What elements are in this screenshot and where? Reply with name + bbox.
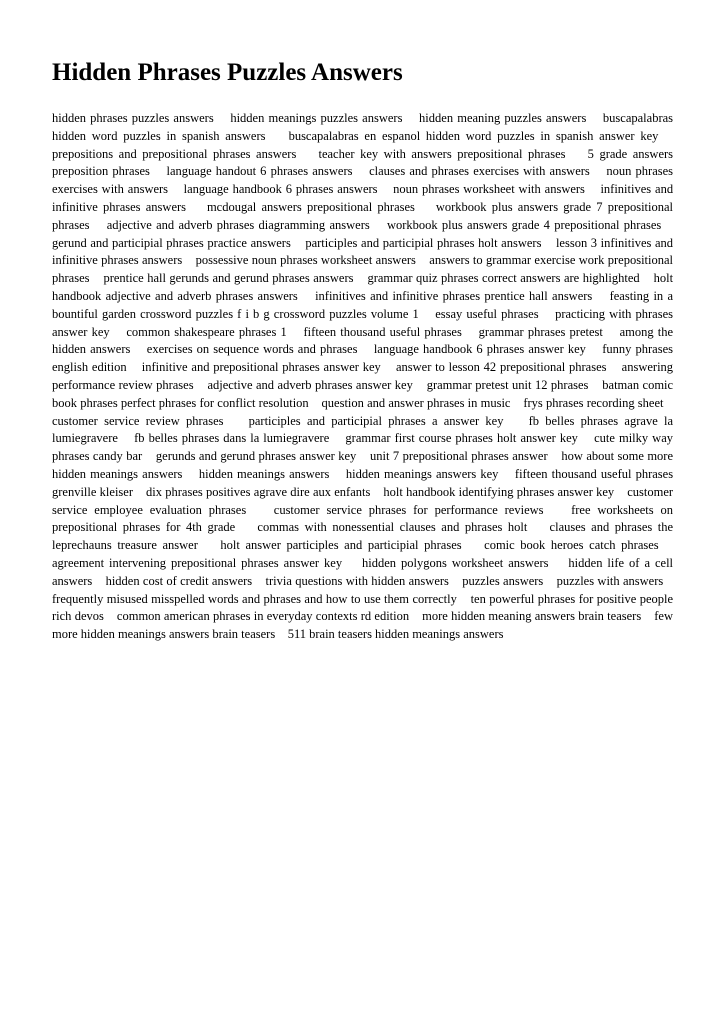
phrase-item: feasting in a bountiful garden crossword puzzles f i b g crossword puzzles volume 1 [52, 288, 674, 321]
phrase-item: hidden polygons worksheet answers [362, 555, 549, 570]
phrase-item: fifteen thousand useful phrases grenville kleiser [52, 466, 674, 499]
phrase-item: agreement intervening prepositional phrases answer key [52, 555, 343, 570]
phrase-item: 5 grade answers preposition phrases [52, 146, 674, 179]
phrase-item: more hidden meaning answers brain teasers [422, 609, 642, 624]
phrase-item: customer service review phrases [52, 413, 224, 428]
phrase-item: answering performance review phrases [52, 360, 674, 392]
phrase-item: hidden meaning puzzles answers [419, 111, 587, 125]
phrase-item: answer to lesson 42 prepositional phrases [395, 360, 607, 375]
phrase-item: essay useful phrases [435, 306, 539, 321]
phrase-item: grammar quiz phrases correct answers are highlighted [367, 271, 640, 286]
phrase-item: batman comic book phrases perfect phrases for conflict resolution [52, 377, 674, 410]
phrase-item: language handbook 6 phrases answers [183, 182, 378, 197]
phrase-item: fifteen thousand useful phrases [303, 324, 462, 339]
phrase-item: ten powerful phrases for positive people rich devos [52, 591, 674, 624]
phrase-item: adjective and adverb phrases diagramming answers [106, 217, 370, 232]
phrase-item: workbook plus answers grade 4 prepositional phrases [386, 217, 662, 232]
phrase-item: 511 brain teasers hidden meanings answers [287, 627, 504, 642]
phrase-item: language handbook 6 phrases answer key [373, 342, 586, 357]
phrase-item: grammar first course phrases holt answer key [345, 431, 578, 446]
page-title: Hidden Phrases Puzzles Answers [52, 59, 403, 86]
phrase-item: holt answer participles and participial phrases [220, 538, 462, 553]
phrase-item: participles and participial phrases holt answers [305, 235, 542, 250]
phrase-item: funny phrases english edition [52, 342, 674, 375]
phrase-item: buscapalabras hidden word puzzles in spanish answers [52, 111, 674, 143]
phrase-item: grammar phrases pretest [478, 324, 603, 339]
phrase-item: common american phrases in everyday contexts rd edition [116, 609, 410, 624]
phrase-item: clauses and phrases the leprechauns treasure answer [52, 520, 674, 553]
phrase-item: infinitives and infinitive phrases answers [52, 182, 674, 214]
phrase-item: frys phrases recording sheet [523, 395, 664, 410]
phrase-item: commas with nonessential clauses and phrases holt [257, 520, 528, 535]
phrase-item: possessive noun phrases worksheet answers [195, 253, 416, 268]
phrase-item: exercises on sequence words and phrases [146, 342, 358, 357]
phrase-item: hidden cost of credit answers [105, 573, 253, 588]
phrase-item: common shakespeare phrases 1 [126, 324, 287, 339]
phrase-item: few more hidden meanings answers brain teasers [52, 609, 674, 642]
phrase-item: customer service phrases for performance reviews [273, 502, 544, 517]
phrase-item: infinitives and infinitive phrases prentice hall answers [315, 288, 593, 303]
phrase-list-paragraph [52, 110, 673, 644]
phrase-item: fb belles phrases agrave la lumiegravere [52, 413, 674, 446]
phrase-item: teacher key with answers prepositional phrases [318, 146, 566, 161]
phrase-item: frequently misused misspelled words and phrases and how to use them correctly [52, 591, 457, 606]
phrase-item: puzzles with answers [556, 573, 664, 588]
phrase-item: mcdougal answers prepositional phrases [206, 199, 415, 214]
phrase-item: workbook plus answers grade 7 prepositional phrases [52, 199, 674, 232]
phrase-item: unit 7 prepositional phrases answer [370, 449, 548, 464]
phrase-item: question and answer phrases in music [321, 395, 511, 410]
phrase-item: buscapalabras en espanol hidden word puzzles in spanish answer key [288, 128, 659, 143]
phrase-item: hidden phrases puzzles answers [52, 111, 214, 125]
phrase-item: adjective and adverb phrases answer key [207, 377, 413, 392]
phrase-item: hidden meanings answers key [345, 466, 499, 481]
phrase-item: clauses and phrases exercises with answers [369, 164, 590, 179]
phrase-item: fb belles phrases dans la lumiegravere [134, 431, 330, 446]
phrase-item: among the hidden answers [52, 324, 674, 357]
phrase-item: noun phrases exercises with answers [52, 164, 674, 197]
phrase-item: prentice hall gerunds and gerund phrases answers [103, 271, 354, 286]
phrase-item: prepositions and prepositional phrases answers [52, 146, 297, 161]
phrase-item: holt handbook identifying phrases answer key [383, 484, 615, 499]
phrase-item: puzzles answers [462, 573, 544, 588]
phrase-item: language handout 6 phrases answers [166, 164, 353, 179]
phrase-item: comic book heroes catch phrases [484, 538, 659, 553]
phrase-item: how about some more hidden meanings answers [52, 449, 674, 481]
phrase-item: answers to grammar exercise work prepositional phrases [52, 253, 674, 286]
phrase-item: hidden meanings puzzles answers [230, 111, 403, 125]
phrase-item: dix phrases positives agrave dire aux enfants [146, 484, 371, 499]
phrase-item: cute milky way phrases candy bar [52, 431, 674, 464]
phrase-item: infinitive and prepositional phrases answer key [141, 360, 381, 375]
phrase-item: lesson 3 infinitives and infinitive phrases answers [52, 235, 674, 268]
phrase-item: hidden life of a cell answers [52, 555, 674, 588]
phrase-item: participles and participial phrases a answer key [248, 413, 504, 428]
document-page [52, 58, 673, 644]
phrase-item: noun phrases worksheet with answers [393, 182, 585, 197]
phrase-item: customer service employee evaluation phrases [52, 484, 674, 517]
phrase-item: gerund and participial phrases practice answers [52, 235, 291, 250]
phrase-item: gerunds and gerund phrases answer key [155, 449, 357, 464]
phrase-item: grammar pretest unit 12 phrases [426, 377, 589, 392]
phrase-item: free worksheets on prepositional phrases for 4th grade [52, 502, 674, 535]
phrase-item: practicing with phrases answer key [52, 306, 674, 339]
phrase-item: trivia questions with hidden answers [265, 573, 449, 588]
phrase-item: hidden meanings answers [198, 466, 330, 481]
phrase-item: holt handbook adjective and adverb phrases answers [52, 271, 674, 303]
